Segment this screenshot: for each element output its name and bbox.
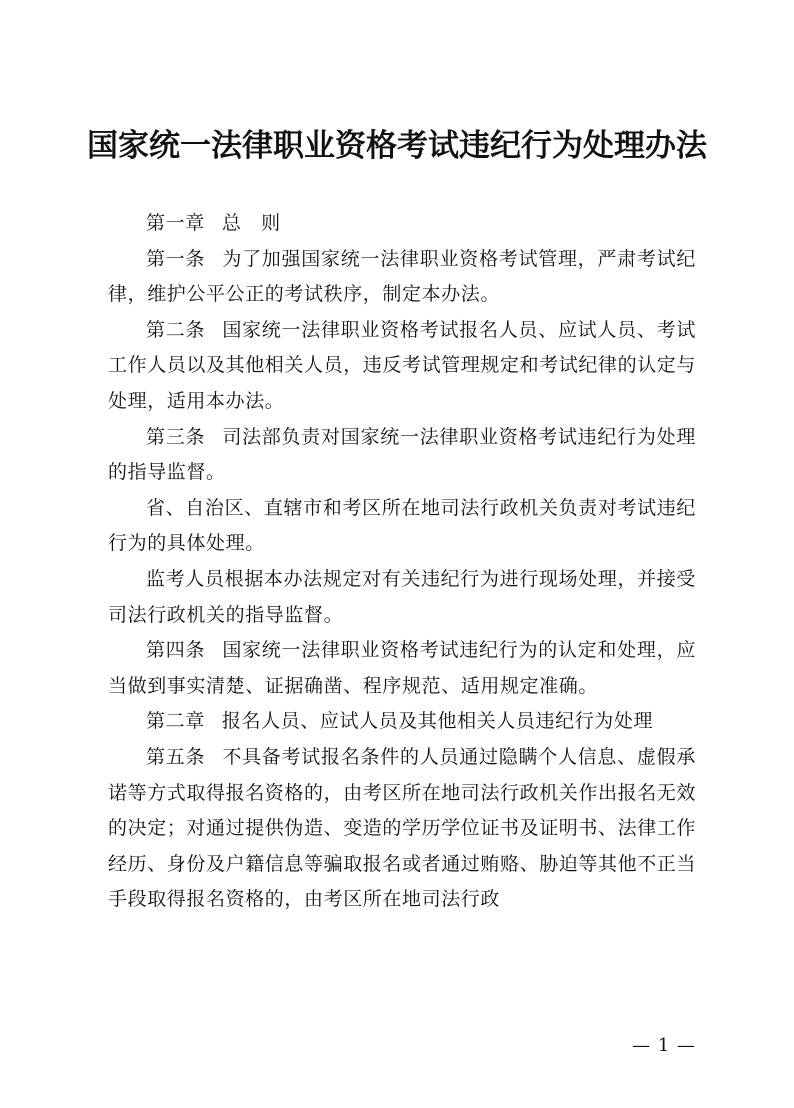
article-1	[108, 242, 696, 313]
article-3-clause-3	[108, 562, 696, 633]
paragraph-text: 总 则	[221, 212, 281, 234]
paragraph-text: 为了加强国家统一法律职业资格考试管理，严肃考试纪律，维护公平公正的考试秩序，制定本办法。	[108, 247, 696, 306]
document-title: 国家统一法律职业资格考试违纪行为处理办法	[87, 128, 707, 164]
paragraph-head: 第一章	[146, 212, 205, 234]
paragraph-text: 司法部负责对国家统一法律职业资格考试违纪行为处理的指导监督。	[108, 425, 696, 484]
article-4	[108, 633, 696, 704]
paragraph-text: 国家统一法律职业资格考试报名人员、应试人员、考试工作人员以及其他相关人员，违反考试管理规定和考试纪律的认定与处理，适用本办法。	[108, 318, 697, 412]
paragraph-head: 第二条	[146, 318, 206, 341]
paragraph-head: 第五条	[146, 745, 206, 768]
document-body	[108, 206, 696, 918]
article-5	[108, 740, 696, 918]
paragraph-text: 省、自治区、直辖市和考区所在地司法行政机关负责对考试违纪行为的具体处理。	[108, 496, 696, 555]
paragraph-text: 监考人员根据本办法规定对有关违纪行为进行现场处理，并接受司法行政机关的指导监督。	[108, 567, 696, 626]
chapter-1-heading	[108, 206, 696, 242]
paragraph-head: 第一条	[146, 247, 206, 270]
paragraph-text: 不具备考试报名条件的人员通过隐瞒个人信息、虚假承诺等方式取得报名资格的，由考区所在地司法行政机关作出报名无效的决定；对通过提供伪造、变造的学历学位证书及证明书、法律工作经历、身份及户籍信息等骗取报名或者通过贿赂、胁迫等其他不正当手段取得报名资格的，由考区所在地司法行政	[108, 745, 697, 911]
chapter-2-heading	[108, 704, 696, 740]
article-3	[108, 420, 696, 491]
paragraph-head: 第三条	[146, 425, 206, 448]
article-3-clause-2	[108, 491, 696, 562]
article-2	[108, 313, 696, 420]
paragraph-head: 第四条	[146, 639, 206, 662]
paragraph-text: 国家统一法律职业资格考试违纪行为的认定和处理，应当做到事实清楚、证据确凿、程序规范、适用规定准确。	[108, 639, 696, 697]
paragraph-text: 报名人员、应试人员及其他相关人员违纪行为处理	[221, 710, 654, 733]
paragraph-head: 第二章	[146, 710, 205, 733]
page-number: — 1 —	[632, 1035, 696, 1056]
